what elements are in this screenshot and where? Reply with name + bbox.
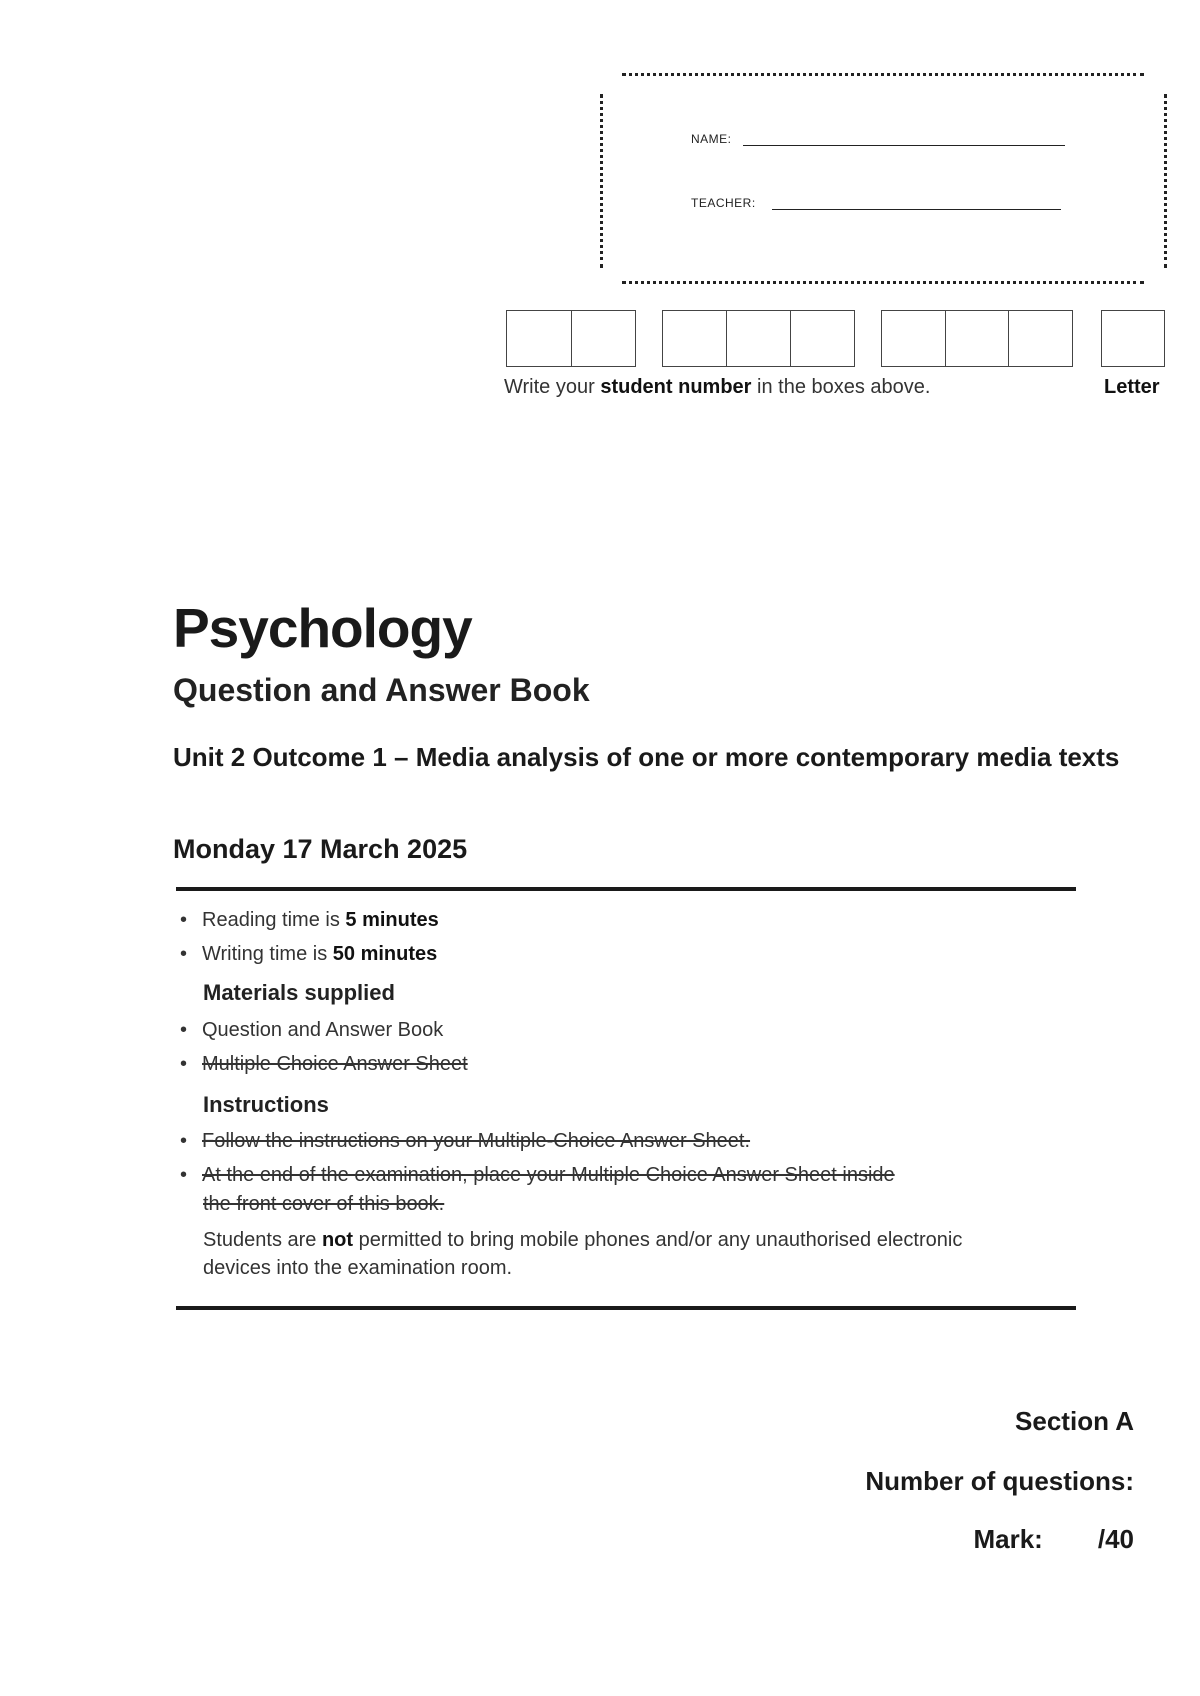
page-title: Psychology [173,597,472,659]
student-number-cell[interactable] [663,311,727,366]
number-of-questions-label: Number of questions: [865,1466,1134,1496]
materials-heading: Materials supplied [203,980,395,1005]
section-label: Section A [1015,1406,1134,1436]
student-number-cell[interactable] [727,311,791,366]
instruction-item-struck [180,1127,750,1155]
divider-bottom [176,1306,1076,1310]
reading-time-value: 5 minutes [345,909,439,931]
bullet-icon: • [180,1164,188,1186]
mark-row [973,1524,1134,1555]
student-number-cell[interactable] [507,311,572,366]
student-number-group-3 [881,310,1073,367]
note-text: Students are [203,1229,322,1251]
student-number-cell[interactable] [572,311,636,366]
writing-time-item [180,940,437,968]
unit-heading: Unit 2 Outcome 1 – Media analysis of one or more contemporary media texts [173,742,1120,772]
student-number-cell[interactable] [882,311,946,366]
instruction-item-struck-continued [203,1190,444,1218]
name-field[interactable] [743,145,1065,146]
student-number-caption [504,376,930,399]
reading-time-text: Reading time is [202,909,346,931]
instruction-text: At the end of the examination, place your Multiple Choice Answer Sheet inside [202,1164,895,1186]
student-number-group-2 [662,310,855,367]
caption-text-end: in the boxes above. [751,376,931,398]
mark-label: Mark: [973,1524,1043,1554]
note-bold: not [321,1229,354,1251]
page-subtitle: Question and Answer Book [173,672,590,708]
reading-time-item [180,906,439,934]
box-border-bottom [622,281,1144,284]
instruction-item-struck [180,1161,895,1189]
student-number-cell[interactable] [791,311,854,366]
name-label: NAME: [691,132,732,146]
letter-label: Letter [1104,376,1160,398]
mark-total: /40 [1097,1524,1134,1554]
caption-text: Write your [504,376,601,398]
bullet-icon: • [180,1053,188,1075]
bullet-icon: • [180,1130,188,1152]
materials-item-struck [180,1050,468,1078]
note-text-end: permitted to bring mobile phones and/or any unauthorised electronic devices into the examination room. [203,1229,963,1279]
teacher-field[interactable] [772,209,1061,210]
student-number-cell[interactable] [946,311,1010,366]
materials-item [180,1016,443,1044]
teacher-label: TEACHER: [691,196,756,210]
student-letter-cell[interactable] [1102,311,1164,366]
bullet-icon: • [180,1019,188,1041]
bullet-icon: • [180,909,188,931]
instruction-text: the front cover of this book. [203,1193,445,1215]
writing-time-text: Writing time is [202,943,333,965]
bullet-icon: • [180,943,188,965]
divider-top [176,887,1076,891]
box-border-left [600,94,603,268]
box-border-top [622,73,1144,76]
exam-date: Monday 17 March 2025 [173,834,468,864]
student-letter-box [1101,310,1165,367]
materials-item-text: Multiple Choice Answer Sheet [202,1053,468,1075]
student-number-group-1 [506,310,636,367]
writing-time-value: 50 minutes [332,943,438,965]
materials-item-text: Question and Answer Book [202,1019,444,1041]
caption-bold: student number [600,376,752,398]
box-border-right [1164,94,1167,268]
device-policy-note [203,1226,983,1282]
student-number-cell[interactable] [1009,311,1072,366]
instructions-heading: Instructions [203,1092,329,1117]
instruction-text: Follow the instructions on your Multiple-Choice Answer Sheet. [202,1130,751,1152]
